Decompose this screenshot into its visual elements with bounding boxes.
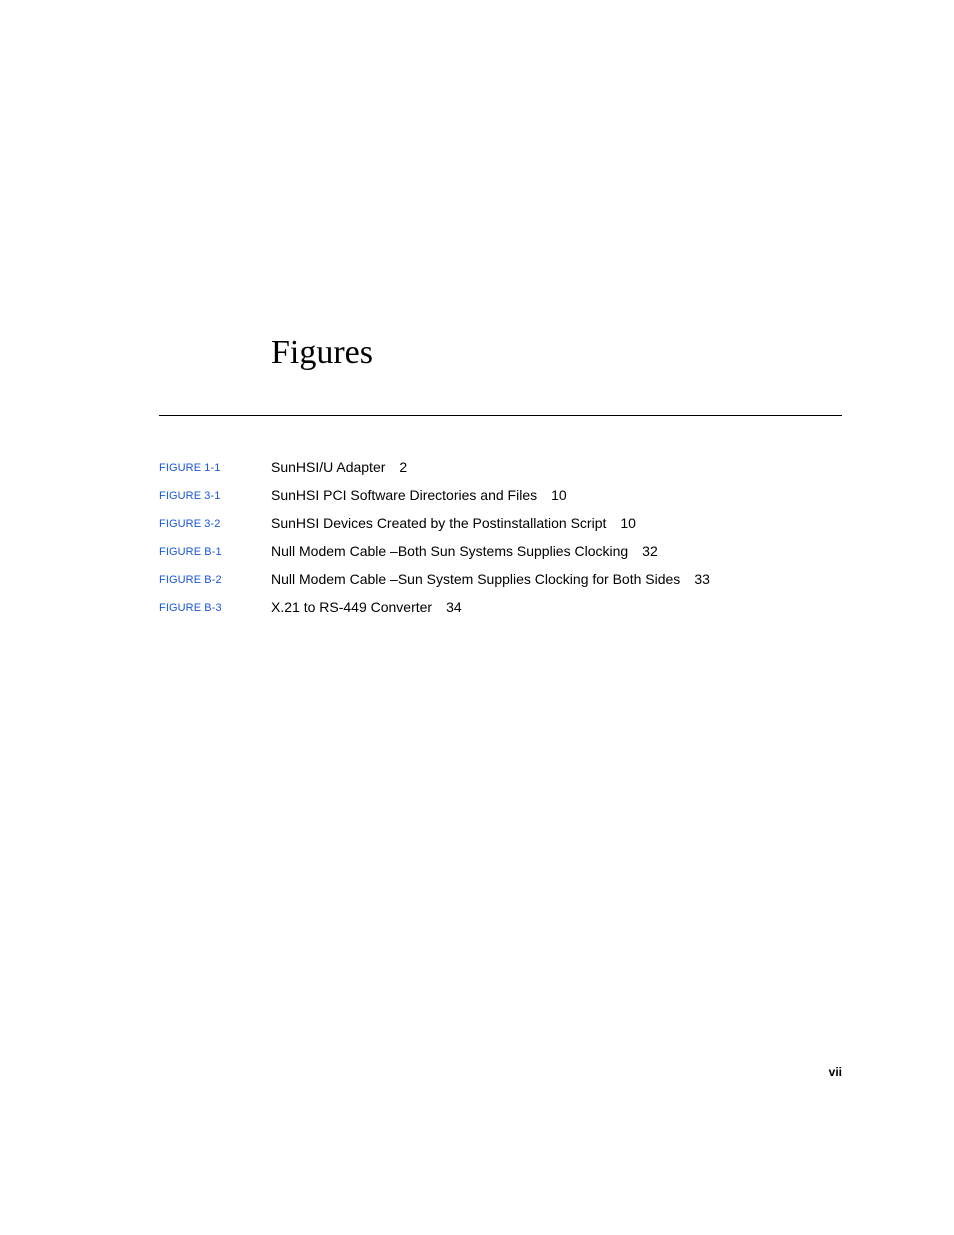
figure-link[interactable]: FIGURE B-2 [159,574,222,586]
figure-page-number: 32 [642,543,658,559]
figure-title-text: SunHSI/U Adapter [271,459,386,475]
figure-page-number: 10 [551,487,567,503]
title-divider [159,415,842,416]
folio-page-number: vii [828,1065,842,1079]
figure-link[interactable]: FIGURE 3-2 [159,518,221,530]
figure-entry [159,457,842,485]
figure-entry [159,541,842,569]
figure-page-number: 2 [399,459,408,475]
figure-list [159,457,842,625]
figure-page-number: 34 [446,599,462,615]
figure-title[interactable] [271,597,462,617]
figure-page-number: 10 [620,515,636,531]
figure-entry [159,513,842,541]
page-title: Figures [271,334,373,371]
figure-page-number: 33 [694,571,710,587]
figure-entry [159,597,842,625]
figure-title-text: SunHSI Devices Created by the Postinstallation Script [271,515,607,531]
figure-title[interactable] [271,541,658,561]
figure-link[interactable]: FIGURE B-3 [159,602,222,614]
figure-title[interactable] [271,485,567,505]
figure-title[interactable] [271,457,407,477]
figure-title-text: X.21 to RS-449 Converter [271,599,433,615]
figure-entry [159,485,842,513]
figure-link[interactable]: FIGURE 3-1 [159,490,221,502]
figure-title[interactable] [271,569,710,589]
figure-title-text: SunHSI PCI Software Directories and Files [271,487,538,503]
figure-entry [159,569,842,597]
figure-title-text: Null Modem Cable –Both Sun Systems Supplies Clocking [271,543,629,559]
figure-title-text: Null Modem Cable –Sun System Supplies Clocking for Both Sides [271,571,681,587]
figure-link[interactable]: FIGURE 1-1 [159,462,221,474]
figure-link[interactable]: FIGURE B-1 [159,546,222,558]
figure-title[interactable] [271,513,636,533]
